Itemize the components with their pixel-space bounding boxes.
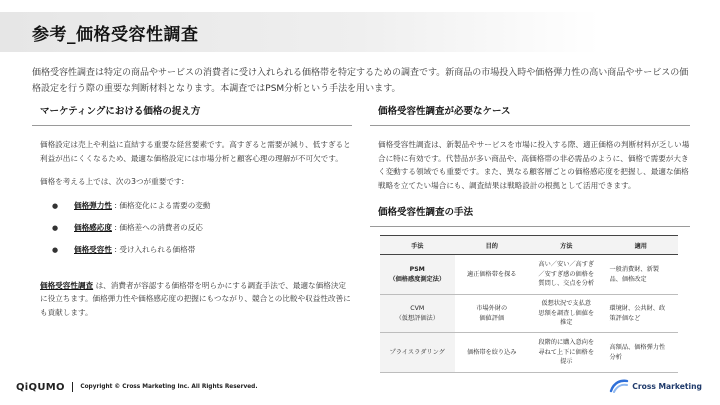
header-purpose: 目的: [455, 236, 530, 255]
section-heading-methods: 価格受容性調査の手法: [370, 200, 690, 227]
cell-method: PSM （価格感度測定法）: [380, 255, 455, 295]
header-approach: 方法: [529, 236, 604, 255]
term-description: : 価格変化による需要の変動: [114, 200, 211, 210]
table-row: [380, 295, 678, 333]
methods-table: [380, 235, 678, 373]
list-item: [52, 221, 352, 243]
cell-application: 一般消費財、新製 品、価格改定: [604, 255, 679, 295]
bullet-icon: ●: [52, 223, 59, 232]
left-column: [32, 99, 352, 319]
qiqumo-logo: QiQUMO: [16, 381, 65, 393]
cell-approach: 仮想状況で支払意 思額を調査し価値を 推定: [529, 295, 604, 333]
cell-method: プライスラダリング: [380, 333, 455, 373]
page-title: 参考_価格受容性調査: [32, 25, 199, 45]
cell-purpose: 市場外財の 価値評価: [455, 295, 530, 333]
acceptance-survey-text: は、消費者が容認する価格帯を明らかにする調査手法で、最適な価格決定に役立ちます。価格弾力性や価格感応度の把握にもつながり、競合との比較や収益性改善にも貢献します。: [40, 280, 351, 317]
term-acceptance-survey: 価格受容性調査: [40, 280, 94, 290]
footer-divider: [72, 382, 74, 392]
header-application: 適用: [604, 236, 679, 255]
key-points-list: [32, 199, 352, 265]
bullet-icon: ●: [52, 201, 59, 210]
use-cases-paragraph: 価格受容性調査は、新製品やサービスを市場に投入する際、適正価格の判断材料が乏しい場合に特に有効です。代替品が多い商品や、高価格帯の非必需品のように、価格で需要が大きく変動する領域でも重要です。また、異なる顧客層ごとの価格感応度を把握し、最適な価格戦略を立てたい場合にも、調査結果は戦略設計の根拠として活用できます。: [378, 140, 690, 190]
cross-marketing-mark-icon: [609, 379, 629, 393]
cell-purpose: 価格帯を絞り込み: [455, 333, 530, 373]
section-heading-pricing: マーケティングにおける価格の捉え方: [32, 99, 352, 126]
intro-paragraph: 価格受容性調査は特定の商品やサービスの消費者に受け入れられる価格帯を特定するための調査です。新商品の市場投入時や価格弾力性の高い商品やサービスの価格設定を行う際の重要な判断材料となります。本調査ではPSM分析という手法を用います。: [32, 68, 689, 94]
term-price-elasticity: 価格弾力性: [74, 200, 112, 210]
copyright-text: Copyright © Cross Marketing Inc. All Rights Reserved.: [80, 384, 258, 390]
cell-approach: 段階的に購入意向を 尋ねて上下に価格を 提示: [529, 333, 604, 373]
cross-marketing-logo: [609, 379, 702, 393]
header-method: 手法: [380, 236, 455, 255]
table-header-row: [380, 236, 678, 255]
bullet-icon: ●: [52, 245, 59, 254]
cell-application: 環境財、公共財、政 策評価など: [604, 295, 679, 333]
list-item: [52, 243, 352, 265]
term-description: : 価格差への消費者の反応: [114, 222, 203, 232]
footer: [16, 380, 258, 394]
three-points-intro: 価格を考える上では、次の3つが重要です:: [40, 177, 185, 186]
term-description: : 受け入れられる価格帯: [114, 244, 196, 254]
cell-approach: 高い／安い／高すぎ ／安すぎ感の価格を 質問し、交点を分析: [529, 255, 604, 295]
table-row: [380, 333, 678, 373]
term-price-acceptance: 価格受容性: [74, 244, 112, 254]
right-column: [370, 99, 690, 373]
brand-name: Cross Marketing: [632, 381, 702, 391]
cell-application: 高額品、価格弾力性 分析: [604, 333, 679, 373]
section-heading-use-cases: 価格受容性調査が必要なケース: [370, 99, 690, 126]
table-row: [380, 255, 678, 295]
cell-method: CVM （仮想評価法）: [380, 295, 455, 333]
acceptance-survey-paragraph: [32, 279, 352, 320]
list-item: [52, 199, 352, 221]
pricing-paragraph: 価格設定は売上や利益に直結する重要な経営要素です。高すぎると需要が減り、低すぎると利益が出にくくなるため、最適な価格設定には市場分析と顧客心理の理解が不可欠です。: [40, 140, 351, 163]
cell-purpose: 適正価格帯を探る: [455, 255, 530, 295]
term-price-sensitivity: 価格感応度: [74, 222, 112, 232]
